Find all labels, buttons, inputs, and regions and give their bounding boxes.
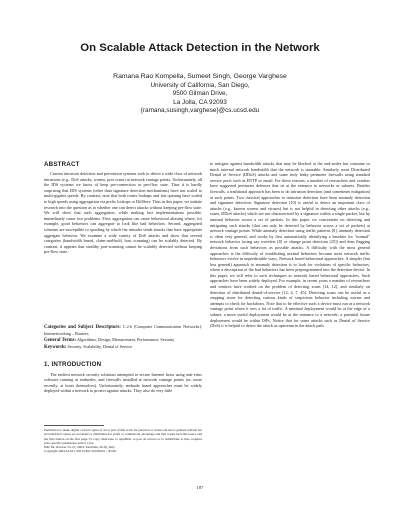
abstract-heading: ABSTRACT <box>44 161 80 168</box>
author-names: Ramana Rao Kompella, Sumeet Singh, George Varghese <box>113 73 287 80</box>
author-address-line1: 9500 Gilman Drive, <box>172 90 228 98</box>
categories-block <box>44 324 202 337</box>
abstract-text: Current intrusion detection and prevention systems seek to detect a wide class of network intrusions (e.g., DoS attacks, worms, port scans) at network vantage points. Unfortunately, all the IDS systems we know of keep per-connection or per-flow state. Thus it is hardly surprising that IDS systems (other than signature detection mechanisms) have not scaled to multi-gigabit speeds. By contrast, note that both router lookups and fair queuing have scaled to high speeds using aggregation via prefix lookups or DiffServ. Thus in this paper, we initiate research into the question as to whether one can detect attacks without keeping per-flow state. We will show that such aggregation, while making fast implementations possible, immediately cause two problems. First, aggregation can cause behavioral aliasing where, for example, good behaviors can aggregate to look like bad behaviors. Second, aggregated schemes are susceptible to spoofing by which the intruder sends attacks that have appropriate aggregate behavior. We examine a wide variety of DoS attacks and show that several categories (bandwidth based, claim-and-hold, host scanning) can be scalably detected. By contrast, it appears that stealthy port-scanning cannot be scalably detected without keeping per-flow state. <box>44 171 202 255</box>
general-terms-text: Algorithms, Design, Measurement, Performance, Security <box>76 336 175 342</box>
categories-label: Categories and Subject Descriptors: <box>44 325 121 330</box>
page-number: 187 <box>196 485 204 490</box>
abstract-body <box>44 171 202 324</box>
footnote-copyright: Copyright 2004 ACM 1-58113-821-0/04/0010 ...$5.00. <box>44 449 117 454</box>
right-column-body <box>210 161 370 497</box>
footnote-venue: IMC'04, October 25–27, 2004, Taormina, Sicily, Italy. <box>44 445 116 450</box>
author-address-line2: La Jolla, CA 92093 <box>173 98 227 106</box>
author-email: {ramana,susingh,varghese}@cs.ucsd.edu <box>140 107 260 115</box>
copyright-footnote <box>44 428 202 454</box>
keywords-label: Keywords: <box>44 344 67 350</box>
keywords-text: Security, Scalability, Denial of Service <box>67 343 133 349</box>
general-terms-block <box>44 337 202 344</box>
introduction-text: The earliest network security solutions attempted to secure Internet hosts using anti-virus software running at endnodes, and firewalls installed at network vantage points (or, more recently, at hosts themselves). Unfortunately, endnode based approaches must be widely deployed within a network to protect against attacks. They also do very little <box>44 371 202 394</box>
footnote-permission: Permission to make digital or hard copies of all or part of this work for personal or classroom use is granted without fee provided that copies are not made or distributed for profit or commercial advantage and that copies bear this notice and the full citation on the first page. To copy otherwise, to republish, to post on servers or to redistribute to lists, requires prior specific permission and/or a fee. <box>44 428 202 445</box>
footnote-divider <box>44 425 104 426</box>
keywords-block <box>44 344 202 351</box>
right-column-text: to mitigate against bandwidth attacks that may be blocked at the end-nodes but consume so much internal network bandwidth that the network is unusable. Similarly, most Distributed Denial of Service (DDoS) attacks and some truly leaky perimeter firewalls using standard service ports such as HTTP or email. For these reasons, a number of researchers and vendors have suggested perimeter defenses that sit at the entrance to networks or subnets. Besides firewalls, a traditional approach has been to do intrusion detection (and sometimes mitigation) at such points. Two classical approaches to intrusion detection have been anomaly detection and signature detection. Signature detection [10] is useful to detect an important class of attacks (e.g., known worms and viruses) but is not helpful in detecting other attacks (e.g., scans, DDoS attacks) which are not characterized by a signature within a single packet, but by unusual behavior across a set of packets. In this paper, we concentrate on detecting and mitigating such attacks (that can only be detected by behavior across a set of packets) at network vantage points. While anomaly detection using traffic patterns [8], anomaly detection is often very general, and works by first automatically identifying a baseline for "normal" network behavior (using say wavelets [8] or change point detection [25]) and then flagging deviations from such behaviors as possible attacks. A difficulty with the most general approaches is the difficulty of establishing normal behaviors because most network traffic behaviors evolve in unpredictable ways. Network based behavioral approaches: A simpler (but less general) approach to anomaly detection is to look for violations of specific behaviors, where a description of the bad behaviors has been preprogrammed into the detection device. In this paper, we will refer to such techniques as network based behavioral approaches. Such approaches have been widely deployed. For example, in recent years a number of researchers and vendors have worked on the problem of detecting scans [14, 12], and similarly on detection of distributed denial-of-service [12, 4, 7, 45]. Detecting scans can be useful as a stepping stone for detecting various kinds of suspicious behavior including worms and attempts to check for backdoors. Note that to be effective such a device must run at a network vantage point where it sees a lot of traffic. A minimal deployment would be at the edge of a subnet; a more useful deployment would be at the entrance to a network; a potential future deployment would be within ISPs. Notice that for some attacks such as Denial of Service (DoS) it is helpful to detect the attack as upstream in the attack path <box>210 161 370 329</box>
general-terms-label: General Terms: <box>44 337 77 343</box>
paper-title: On Scalable Attack Detection in the Network <box>80 42 320 54</box>
author-affiliation: University of California, San Diego, <box>150 81 250 89</box>
author-block <box>0 73 400 116</box>
introduction-heading: 1. INTRODUCTION <box>44 360 102 368</box>
right-column <box>210 161 370 497</box>
categories-text: C.2.6 [Computer Communication Networks]: Internetworking – Routers; <box>44 324 202 336</box>
left-column <box>44 161 202 416</box>
introduction-body <box>44 372 202 416</box>
